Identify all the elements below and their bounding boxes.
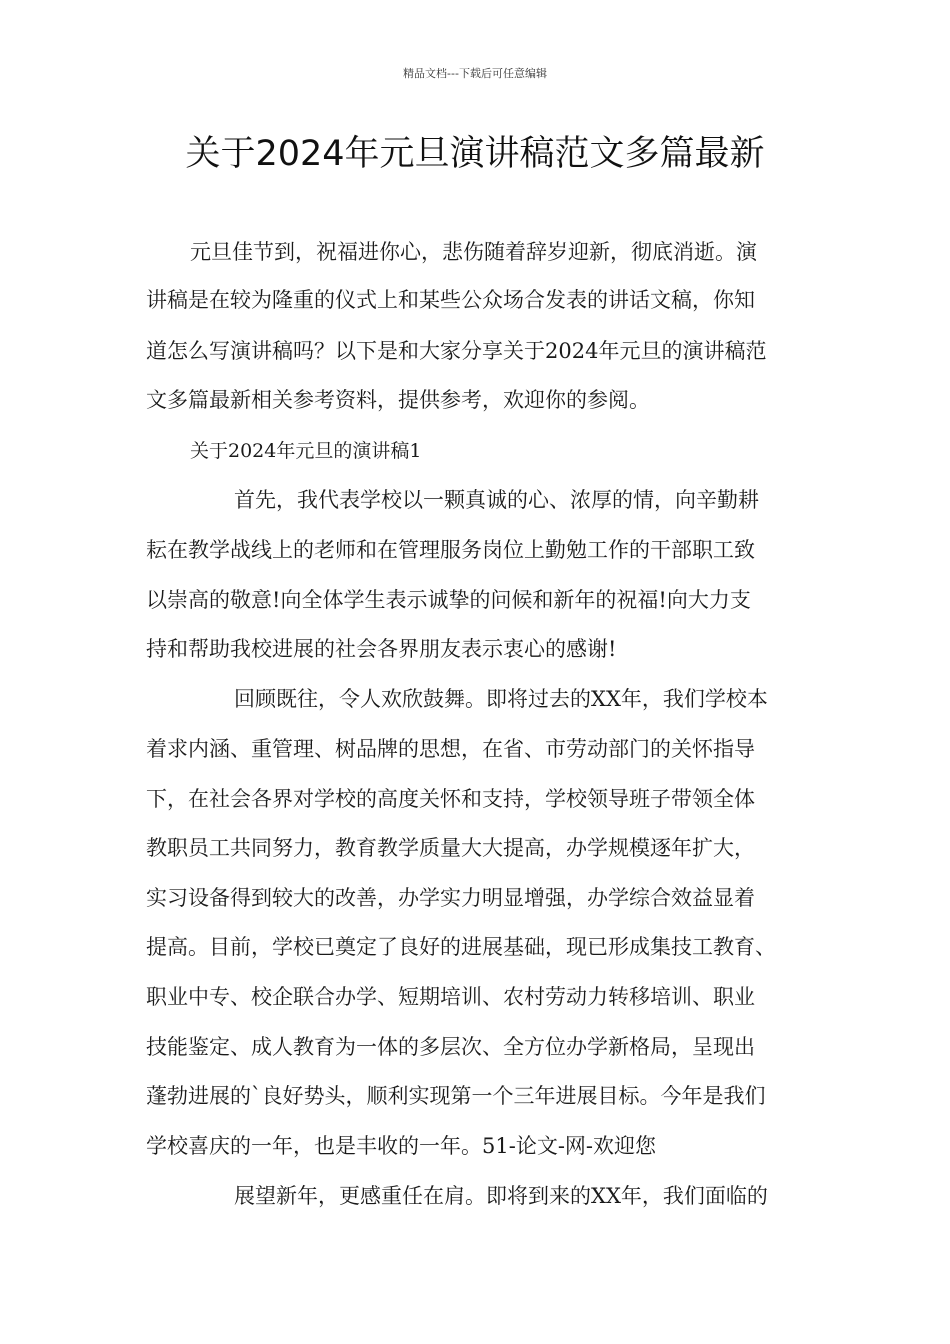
body-line: 职业中专、校企联合办学、短期培训、农村劳动力转移培训、职业 bbox=[146, 985, 755, 1009]
body-line: 以崇高的敬意!向全体学生表示诚挚的问候和新年的祝福!向大力支 bbox=[146, 588, 751, 612]
body-line: 文多篇最新相关参考资料，提供参考，欢迎你的参阅。 bbox=[146, 388, 650, 412]
body-line: 持和帮助我校进展的社会各界朋友表示衷心的感谢! bbox=[146, 637, 617, 661]
body-line: 元旦佳节到，祝福进你心，悲伤随着辞岁迎新，彻底消逝。演 bbox=[190, 240, 757, 264]
body-line: 道怎么写演讲稿吗？以下是和大家分享关于2024年元旦的演讲稿范 bbox=[146, 339, 767, 363]
body-line: 学校喜庆的一年，也是丰收的一年。51-论文-网-欢迎您 bbox=[146, 1134, 657, 1158]
body-line: 教职员工共同努力，教育教学质量大大提高，办学规模逐年扩大， bbox=[146, 836, 755, 860]
body-line: 讲稿是在较为隆重的仪式上和某些公众场合发表的讲话文稿，你知 bbox=[146, 288, 755, 312]
body-line: 首先，我代表学校以一颗真诚的心、浓厚的情，向辛勤耕 bbox=[234, 488, 759, 512]
body-line: 回顾既往，令人欢欣鼓舞。即将过去的XX年，我们学校本 bbox=[234, 687, 768, 711]
body-line: 提高。目前，学校已奠定了良好的进展基础，现已形成集技工教育、 bbox=[146, 935, 776, 959]
header-note: 精品文档---下载后可任意编辑 bbox=[403, 67, 547, 80]
body-line: 技能鉴定、成人教育为一体的多层次、全方位办学新格局，呈现出 bbox=[146, 1035, 755, 1059]
body-line: 下，在社会各界对学校的高度关怀和支持，学校领导班子带领全体 bbox=[146, 787, 755, 811]
section-heading: 关于2024年元旦的演讲稿1 bbox=[190, 440, 422, 462]
body-line: 蓬勃进展的`良好势头，顺利实现第一个三年进展目标。今年是我们 bbox=[146, 1084, 766, 1108]
body-line: 展望新年，更感重任在肩。即将到来的XX年，我们面临的 bbox=[234, 1184, 768, 1208]
body-line: 耘在教学战线上的老师和在管理服务岗位上勤勉工作的干部职工致 bbox=[146, 538, 755, 562]
document-title: 关于2024年元旦演讲稿范文多篇最新 bbox=[185, 134, 765, 174]
body-line: 着求内涵、重管理、树品牌的思想，在省、市劳动部门的关怀指导 bbox=[146, 737, 755, 761]
body-line: 实习设备得到较大的改善，办学实力明显增强，办学综合效益显着 bbox=[146, 886, 755, 910]
